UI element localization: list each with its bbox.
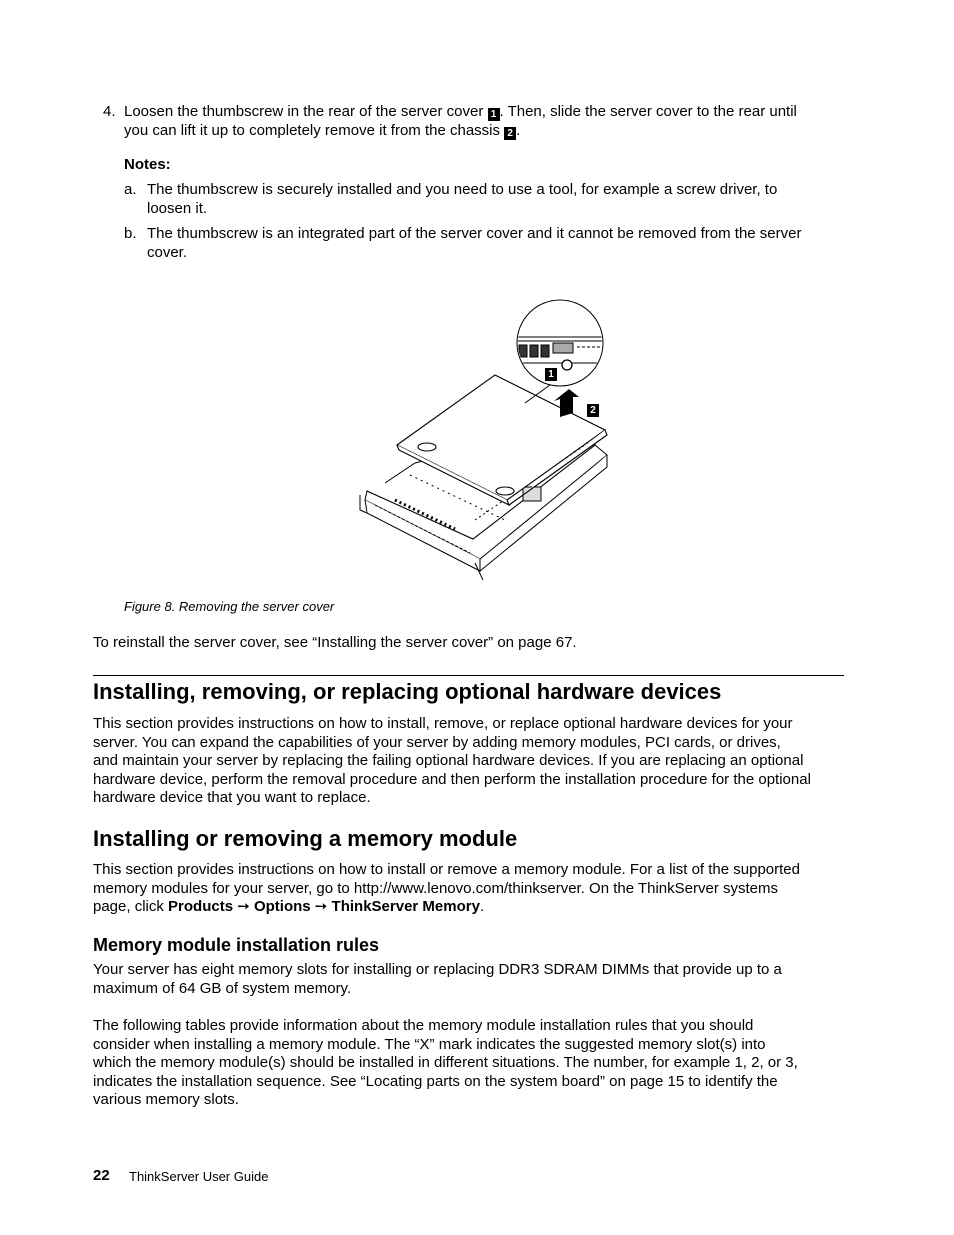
notes-heading: Notes: <box>124 156 171 173</box>
reinstall-text: To reinstall the server cover, see “Installing the server cover” on page 67. <box>93 634 577 651</box>
note-a-text: The thumbscrew is securely installed and you need to use a tool, for example a screw driver, to loosen it. <box>147 181 778 217</box>
callout-1: 1 <box>488 108 500 121</box>
installation-rules-para-2: The following tables provide information about the memory module installation rules that you should consider when installing a memory module. The “X” mark indicates the suggested memory slot(s) into which the memory module(s) should be installed in different situations. The number, for example 1, 2, or 3, indicates the installation sequence. See “Locating parts on the system board” on page 15 to identify the various memory slots. <box>93 1017 798 1109</box>
section-title-memory-module: Installing or removing a memory module <box>93 826 518 851</box>
arrow-icon: ➙ <box>233 898 254 916</box>
page-number: 22 <box>93 1167 110 1184</box>
figure-caption: Figure 8. Removing the server cover <box>124 599 335 614</box>
note-b-marker: b. <box>124 225 137 242</box>
section-optional-hardware-body: This section provides instructions on how to install, remove, or replace optional hardware devices for your server. You can expand the capabilities of your server by adding memory modules, PCI cards, or drives, and maintain your server by replacing the failing optional hardware devices. If you are replacing an optional hardware device, perform the removal procedure and then perform the installation procedure for the optional hardware device that you want to replace. <box>93 715 811 807</box>
step-4-text <box>124 103 854 140</box>
step-number: 4. <box>103 103 116 120</box>
note-a-marker: a. <box>124 181 137 198</box>
figure-callout-2: 2 <box>587 404 599 417</box>
nav-link-products: Products <box>168 898 234 916</box>
section-title-optional-hardware: Installing, removing, or replacing optional hardware devices <box>93 679 722 704</box>
thumbscrew-detail-circle <box>515 300 615 386</box>
nav-link-thinkserver-memory: ThinkServer Memory <box>331 898 480 916</box>
section-divider <box>93 675 844 676</box>
arrow-icon: ➙ <box>310 898 332 916</box>
nav-link-options: Options <box>253 898 311 916</box>
footer-guide-title: ThinkServer User Guide <box>129 1169 269 1184</box>
figure-callout-1: 1 <box>545 368 557 381</box>
callout-2: 2 <box>504 127 516 140</box>
server-cover-illustration <box>355 295 615 580</box>
installation-rules-para-1: Your server has eight memory slots for installing or replacing DDR3 SDRAM DIMMs that provide up to a maximum of 64 GB of system memory. <box>93 961 782 997</box>
subsection-title-installation-rules: Memory module installation rules <box>93 935 380 955</box>
section-memory-module-body: This section provides instructions on how to install or remove a memory module. For a list of the supported memory modules for your server, go to http://www.lenovo.com/thinkserver. On the ThinkServer systems page, click Products ➙ Options ➙ ThinkServer Memory. <box>93 861 800 916</box>
step-4-line-2: you can lift it up to completely remove it from the chassis 2 . <box>124 121 521 139</box>
note-b-text: The thumbscrew is an integrated part of the server cover and it cannot be removed from the server cover. <box>147 225 802 261</box>
step-4-line-1: Loosen the thumbscrew in the rear of the server cover 1 . Then, slide the server cover to the rear until <box>124 103 797 120</box>
